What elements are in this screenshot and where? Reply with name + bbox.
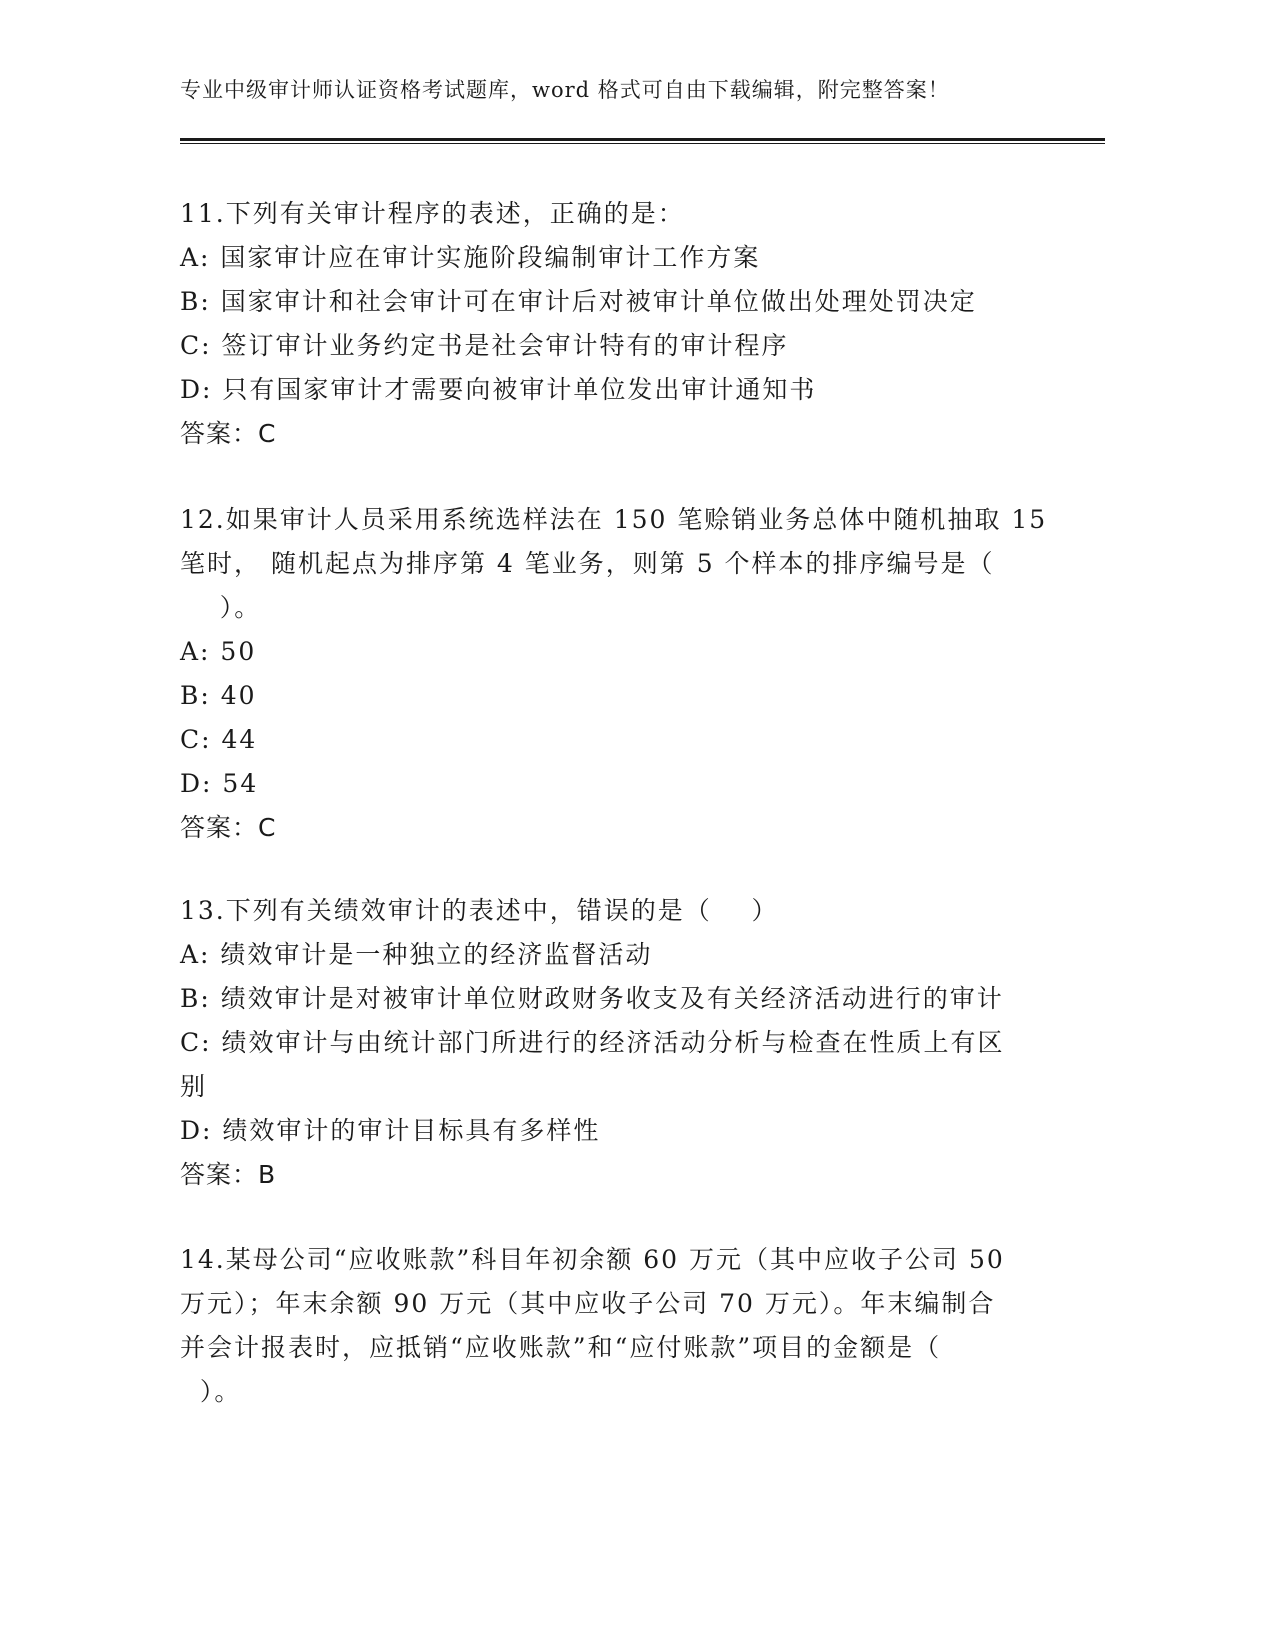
option-b: B: 国家审计和社会审计可在审计后对被审计单位做出处理处罚决定 (180, 287, 977, 316)
answer-label: 答案：B (180, 1160, 277, 1189)
answer-label: 答案：C (180, 419, 277, 448)
page-header-title: 专业中级审计师认证资格考试题库，word 格式可自由下载编辑，附完整答案！ (180, 78, 950, 102)
question-stem-line-3: ）。 (180, 593, 262, 622)
option-c: C: 签订审计业务约定书是社会审计特有的审计程序 (180, 331, 789, 360)
option-c: C: 绩效审计与由统计部门所进行的经济活动分析与检查在性质上有区 (180, 1028, 1005, 1057)
option-a: A: 国家审计应在审计实施阶段编制审计工作方案 (180, 243, 761, 272)
question-stem-line-2: 笔时， 随机起点为排序第 4 笔业务，则第 5 个样本的排序编号是（ (180, 549, 995, 578)
question-stem: 11.下列有关审计程序的表述，正确的是： (180, 199, 685, 228)
option-a: A: 50 (180, 637, 257, 666)
answer-label: 答案：C (180, 813, 277, 842)
option-c: C: 44 (180, 725, 258, 754)
question-stem: 13.下列有关绩效审计的表述中，错误的是（ ） (180, 896, 779, 925)
option-d: D: 只有国家审计才需要向被审计单位发出审计通知书 (180, 375, 817, 404)
header-rule-thick (180, 138, 1105, 141)
header-rule-thin (180, 143, 1105, 144)
option-d: D: 绩效审计的审计目标具有多样性 (180, 1116, 601, 1145)
option-b: B: 绩效审计是对被审计单位财政财务收支及有关经济活动进行的审计 (180, 984, 1004, 1013)
question-stem-line-2: 万元）；年末余额 90 万元（其中应收子公司 70 万元）。年末编制合 (180, 1289, 996, 1318)
option-a: A: 绩效审计是一种独立的经济监督活动 (180, 940, 653, 969)
option-b: B: 40 (180, 681, 257, 710)
question-13 (180, 889, 1040, 1197)
question-stem-line-1: 14.某母公司“应收账款”科目年初余额 60 万元（其中应收子公司 50 (180, 1245, 1005, 1274)
question-stem-line-4: ）。 (180, 1377, 242, 1406)
question-14 (180, 1238, 1040, 1414)
option-d: D: 54 (180, 769, 259, 798)
option-c-continuation: 别 (180, 1072, 208, 1101)
question-11 (180, 192, 1040, 456)
question-12 (180, 498, 1048, 850)
question-stem-line-1: 12.如果审计人员采用系统选样法在 150 笔赊销业务总体中随机抽取 15 (180, 505, 1048, 534)
question-stem-line-3: 并会计报表时，应抵销“应收账款”和“应付账款”项目的金额是（ (180, 1333, 942, 1362)
